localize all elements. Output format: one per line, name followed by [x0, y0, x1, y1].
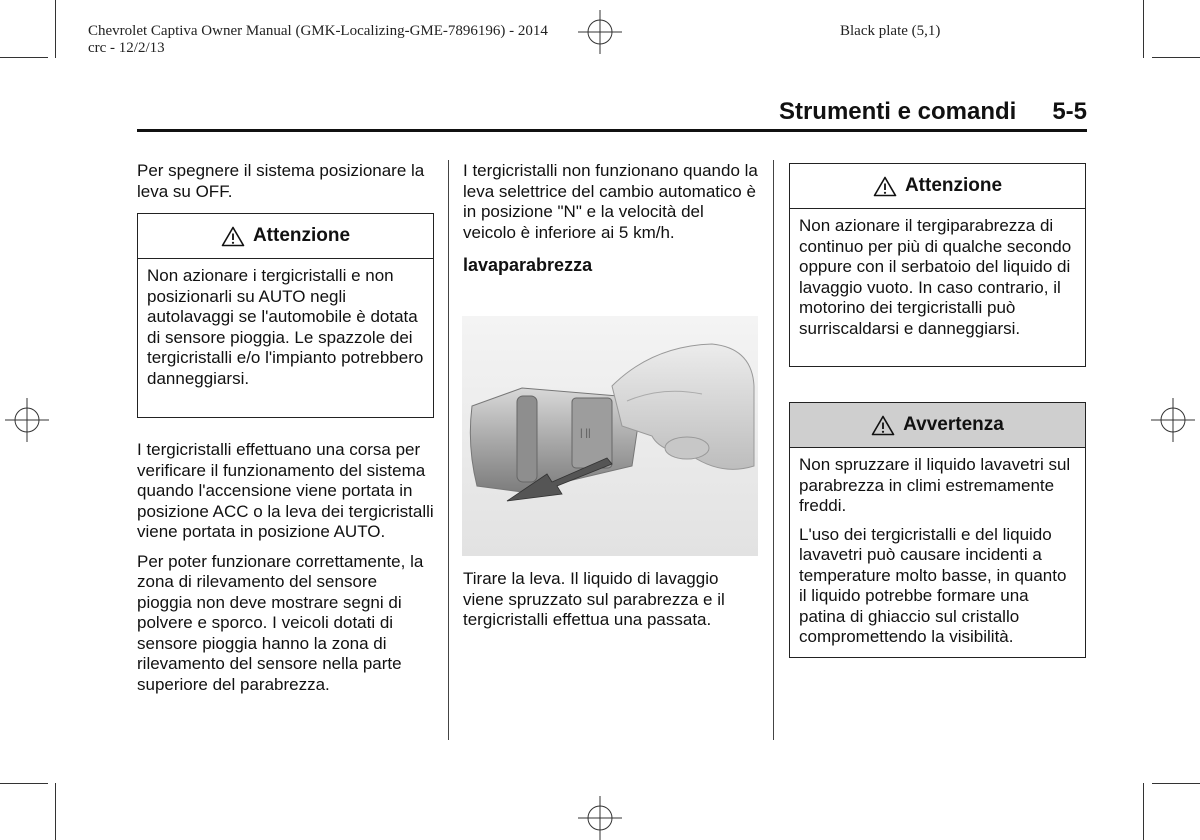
column-divider: [448, 160, 449, 740]
intro-paragraph: Per spegnere il sistema posizionare la leva su OFF.: [137, 161, 425, 201]
column-1: [137, 161, 435, 211]
date-line: crc - 12/2/13: [88, 40, 165, 56]
notice-text: L'uso dei tergicristalli e del liquido lavavetri può causare incidenti a temperature molto basse, in quanto il liquido potrebbe formare una patina di ghiaccio sul cristallo compromettendo la visibilità.: [799, 524, 1067, 646]
crop-mark: [1152, 783, 1200, 784]
warning-triangle-icon: [873, 176, 897, 197]
section-title: Strumenti e comandi: [778, 98, 1017, 125]
notice-text: Non spruzzare il liquido lavavetri sul parabrezza in climi estremamente freddi.: [799, 455, 1071, 515]
page-title: [779, 98, 1087, 126]
warning-triangle-icon: [871, 415, 895, 436]
crop-mark: [0, 783, 48, 784]
section-heading: lavaparabrezza: [463, 255, 593, 275]
print-header-left: [88, 23, 548, 57]
paragraph: I tergicristalli non funzionano quando la leva selettrice del cambio automatico è in posizione "N" e la velocità del veicolo è inferiore ai 5 km/h.: [463, 161, 758, 242]
warning-box: [137, 213, 434, 418]
caution-box: [789, 163, 1086, 367]
column-2: [463, 161, 761, 285]
registration-mark-icon: [578, 796, 622, 840]
column-divider: [773, 160, 774, 740]
crop-mark: [1152, 57, 1200, 58]
crop-mark: [0, 57, 48, 58]
warning-body: [138, 259, 433, 397]
warning-header: [138, 214, 433, 259]
caution-text: Non azionare il tergiparabrezza di continuo per più di qualche secondo oppure con il serbatoio del liquido di lavaggio vuoto. In caso contrario, il motorino dei tergicristalli può surriscaldarsi e danneggiarsi.: [799, 216, 1072, 338]
svg-text:| ||: | ||: [580, 428, 591, 439]
notice-title: Avvertenza: [903, 414, 1004, 435]
figure-caption-block: [463, 569, 761, 640]
wiper-lever-hand-illustration: [462, 316, 758, 556]
warning-title: Attenzione: [252, 225, 351, 246]
warning-triangle-icon: [221, 226, 245, 247]
paragraph: I tergicristalli effettuano una corsa per verificare il funzionamento del sistema quando l'accensione viene portata in posizione ACC o la leva dei tergicristalli viene portata in posizione AUTO.: [137, 440, 434, 541]
figure-caption: Tirare la leva. Il liquido di lavaggio viene spruzzato sul parabrezza e il tergicristalli effettua una passata.: [463, 569, 725, 629]
paragraph: Per poter funzionare correttamente, la zona di rilevamento del sensore pioggia non deve mostrare segni di polvere e sporco. I veicoli dotati di sensore pioggia hanno la zona di rilevamento del sensore nella parte superiore del parabrezza.: [137, 551, 424, 694]
page-title-row: [137, 98, 1087, 130]
caution-title: Attenzione: [904, 175, 1003, 196]
crop-mark: [1143, 783, 1144, 840]
registration-mark-icon: [5, 398, 49, 442]
notice-header: [790, 403, 1085, 448]
caution-body: [790, 209, 1085, 347]
caution-header: [790, 164, 1085, 209]
manual-id-line: Chevrolet Captiva Owner Manual (GMK-Localizing-GME-7896196) - 2014: [88, 23, 548, 39]
plate-label: Black plate (5,1): [840, 23, 941, 39]
crop-mark: [55, 0, 56, 58]
page-number: 5-5: [1052, 98, 1087, 125]
warning-text: Non azionare i tergicristalli e non posizionarli su AUTO negli autolavaggi se l'automobile è dotata di sensore pioggia. Le spazzole dei tergicristalli e/o l'impianto potrebbero danneggiarsi.: [147, 266, 424, 388]
registration-mark-icon: [1151, 398, 1195, 442]
registration-mark-icon: [578, 10, 622, 54]
notice-body: [790, 448, 1085, 656]
notice-box: [789, 402, 1086, 658]
column-1-lower: [137, 440, 435, 704]
crop-mark: [1143, 0, 1144, 58]
crop-mark: [55, 783, 56, 840]
title-rule: [137, 129, 1087, 132]
